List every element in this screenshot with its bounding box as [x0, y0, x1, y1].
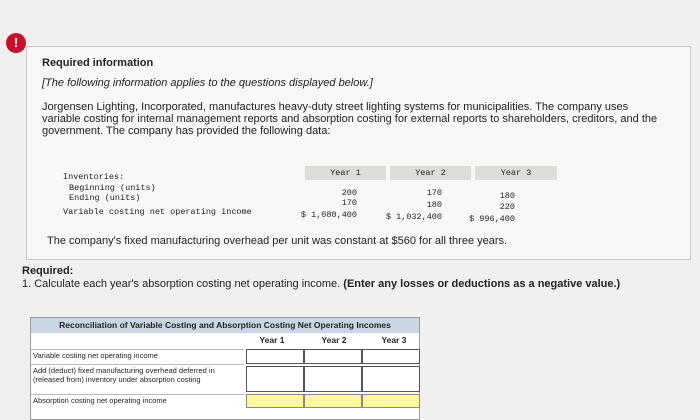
vcni-input-year-2[interactable] [304, 349, 362, 364]
inventories-label: Inventories: [63, 172, 125, 182]
vcni-input-year-1[interactable] [246, 349, 304, 364]
col-year-1: Year 1 [259, 335, 285, 345]
year-3-header: Year 3 [475, 166, 557, 180]
panel-note: [The following information applies to the questions displayed below.] [42, 77, 373, 89]
problem-description: Jorgensen Lighting, Incorporated, manufactures heavy-duty street lighting systems for municipalities. The company uses variable costing for internal management reports and absorption costing for external reports to shareholders, creditors, and the government. The company has provided the following data: [42, 101, 658, 137]
adjustment-input-year-3[interactable] [362, 366, 420, 392]
row-label-adjustment: Add (deduct) fixed manufacturing overhead deferred in (released from) inventory under absorption costing [31, 364, 244, 394]
acni-input-year-2[interactable] [304, 394, 362, 408]
vcni-year-1: $ 1,080,400 [300, 210, 357, 220]
col-year-3: Year 3 [381, 335, 407, 345]
fixed-overhead-note: The company's fixed manufacturing overhead per unit was constant at $560 for all three years. [47, 235, 508, 247]
year-1-header: Year 1 [305, 166, 386, 180]
task-text: 1. Calculate each year's absorption costing net operating income. [22, 278, 341, 290]
vcni-year-3: $ 996,400 [469, 214, 515, 224]
ending-year-2: 180 [426, 200, 442, 210]
beginning-year-1: 200 [341, 188, 357, 198]
ending-year-1: 170 [341, 198, 357, 208]
task-emphasis: (Enter any losses or deductions as a negative value.) [343, 278, 621, 290]
required-information-panel [26, 46, 691, 260]
panel-title: Required information [42, 57, 154, 69]
reconciliation-title: Reconciliation of Variable Costing and Absorption Costing Net Operating Incomes [31, 318, 419, 333]
acni-input-year-1[interactable] [246, 394, 304, 408]
adjustment-input-year-1[interactable] [246, 366, 304, 392]
reconciliation-table [30, 317, 420, 420]
required-heading: Required: [22, 265, 74, 277]
task-instruction [22, 278, 620, 290]
year-headers [27, 166, 692, 180]
row-label-acni: Absorption costing net operating income [31, 394, 244, 408]
row-label-vcni: Variable costing net operating income [31, 349, 244, 364]
beginning-label: Beginning (units) [69, 183, 156, 193]
year-2-header: Year 2 [390, 166, 471, 180]
ending-year-3: 220 [499, 202, 515, 212]
vcni-label: Variable costing net operating income [63, 207, 252, 217]
acni-input-year-3[interactable] [362, 394, 420, 408]
adjustment-input-year-2[interactable] [304, 366, 362, 392]
ending-label: Ending (units) [69, 193, 141, 203]
beginning-year-2: 170 [426, 188, 442, 198]
col-year-2: Year 2 [321, 335, 347, 345]
vcni-input-year-3[interactable] [362, 349, 420, 364]
alert-icon: ! [6, 33, 26, 53]
beginning-year-3: 180 [499, 191, 515, 201]
vcni-year-2: $ 1,032,400 [385, 212, 442, 222]
